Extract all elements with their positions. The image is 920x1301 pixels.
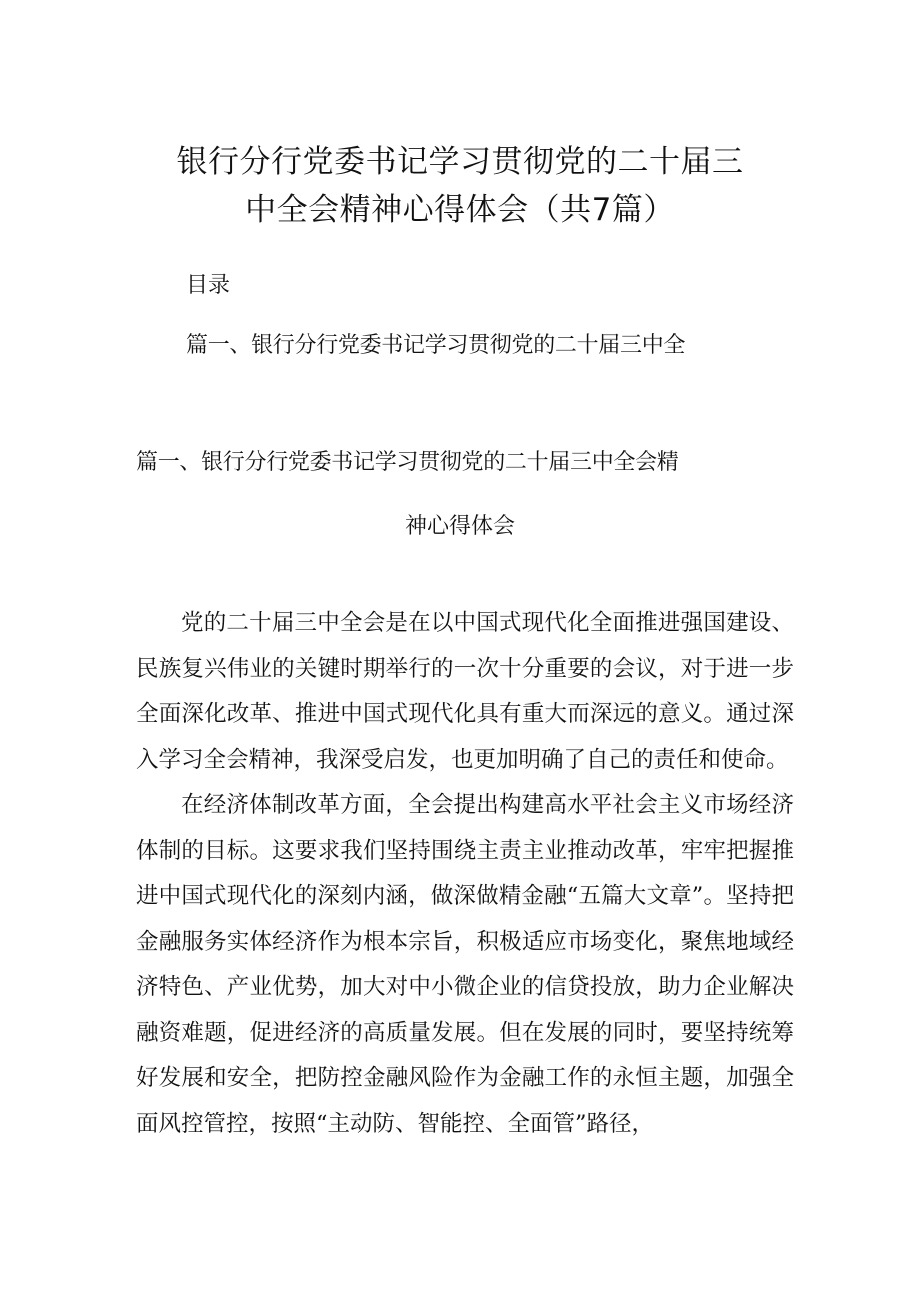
document-title [120, 138, 800, 234]
toc-heading: 目录 [186, 273, 231, 298]
section-title-line-2: 神心得体会 [404, 514, 515, 539]
toc-item-1[interactable]: 篇一、银行分行党委书记学习贯彻党的二十届三中全 [186, 333, 686, 358]
document-title-line-2: 中全会精神心得体会（共7篇） [245, 192, 675, 228]
section-title-line-1: 篇一、银行分行党委书记学习贯彻党的二十届三中全会精 [136, 450, 679, 475]
body-text [136, 601, 794, 1147]
paragraph-1: 党的二十届三中全会是在以中国式现代化全面推进强国建设、民族复兴伟业的关键时期举行的一次十分重要的会议，对于进一步全面深化改革、推进中国式现代化具有重大而深远的意义。通过深入学习全会精神，我深受启发，也更加明确了自己的责任和使命。 [136, 610, 794, 773]
document-title-line-1: 银行分行党委书记学习贯彻党的二十届三 [176, 144, 744, 180]
paragraph-2: 在经济体制改革方面，全会提出构建高水平社会主义市场经济体制的目标。这要求我们坚持围绕主责主业推动改革，牢牢把握推进中国式现代化的深刻内涵，做深做精金融“五篇大文章”。坚持把金融服务实体经济作为根本宗旨，积极适应市场变化，聚焦地域经济特色、产业优势，加大对中小微企业的信贷投放，助力企业解决融资难题，促进经济的高质量发展。但在发展的同时，要坚持统筹好发展和安全，把防控金融风险作为金融工作的永恒主题，加强全面风控管控，按照“主动防、智能控、全面管”路径， [136, 792, 794, 1137]
